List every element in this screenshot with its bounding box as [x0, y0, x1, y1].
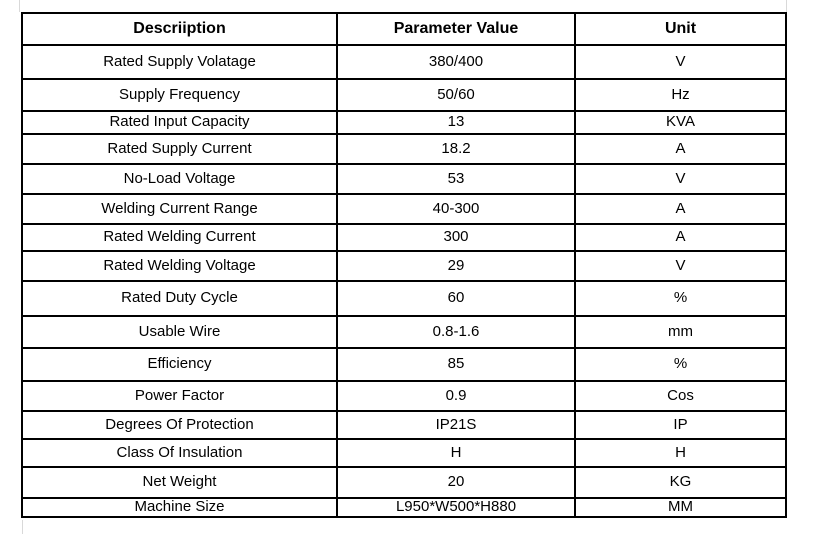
table-row [22, 467, 786, 498]
cell-description: Class Of Insulation [22, 439, 337, 467]
cell-description: Machine Size [22, 498, 337, 517]
cell-description: Rated Duty Cycle [22, 281, 337, 316]
col-header-unit: Unit [575, 13, 786, 45]
table-row [22, 194, 786, 224]
spec-table [21, 12, 787, 518]
table-row [22, 134, 786, 164]
table-row [22, 316, 786, 348]
cell-description: Welding Current Range [22, 194, 337, 224]
cell-description: No-Load Voltage [22, 164, 337, 194]
cell-unit: % [575, 281, 786, 316]
cell-unit: A [575, 194, 786, 224]
cell-value: 300 [337, 224, 575, 251]
cell-description: Supply Frequency [22, 79, 337, 111]
table-row [22, 348, 786, 381]
cell-value: H [337, 439, 575, 467]
table-row [22, 164, 786, 194]
table-row [22, 411, 786, 439]
cell-unit: Hz [575, 79, 786, 111]
table-row [22, 281, 786, 316]
cell-description: Rated Welding Voltage [22, 251, 337, 281]
cell-unit: A [575, 224, 786, 251]
cell-unit: V [575, 45, 786, 79]
cell-unit: KG [575, 467, 786, 498]
cell-value: 0.8-1.6 [337, 316, 575, 348]
cell-value: 20 [337, 467, 575, 498]
table-row [22, 381, 786, 411]
cell-description: Rated Supply Volatage [22, 45, 337, 79]
cell-description: Degrees Of Protection [22, 411, 337, 439]
table-row [22, 79, 786, 111]
table-row [22, 251, 786, 281]
cell-description: Usable Wire [22, 316, 337, 348]
cell-value: 40-300 [337, 194, 575, 224]
table-row [22, 224, 786, 251]
header-row [22, 13, 786, 45]
cell-value: 13 [337, 111, 575, 134]
cell-value: 53 [337, 164, 575, 194]
cell-value: 50/60 [337, 79, 575, 111]
col-header-parameter-value: Parameter Value [337, 13, 575, 45]
cell-unit: V [575, 251, 786, 281]
cell-unit: A [575, 134, 786, 164]
cell-unit: H [575, 439, 786, 467]
table-row [22, 498, 786, 517]
gridline-artifact-top-left [19, 0, 20, 12]
gridline-artifact-bottom-left [22, 520, 23, 534]
cell-value: IP21S [337, 411, 575, 439]
cell-description: Net Weight [22, 467, 337, 498]
cell-value: 85 [337, 348, 575, 381]
cell-unit: Cos [575, 381, 786, 411]
cell-unit: mm [575, 316, 786, 348]
cell-unit: V [575, 164, 786, 194]
table-row [22, 439, 786, 467]
table-row [22, 45, 786, 79]
cell-value: 0.9 [337, 381, 575, 411]
spec-table-header [22, 13, 786, 45]
cell-description: Rated Welding Current [22, 224, 337, 251]
cell-description: Power Factor [22, 381, 337, 411]
col-header-description: Descriiption [22, 13, 337, 45]
cell-value: 380/400 [337, 45, 575, 79]
cell-value: 60 [337, 281, 575, 316]
cell-unit: % [575, 348, 786, 381]
cell-value: 29 [337, 251, 575, 281]
cell-description: Rated Supply Current [22, 134, 337, 164]
spec-table-body [22, 45, 786, 517]
gridline-artifact-top-right [786, 0, 787, 12]
cell-description: Efficiency [22, 348, 337, 381]
cell-unit: IP [575, 411, 786, 439]
cell-value: L950*W500*H880 [337, 498, 575, 517]
table-row [22, 111, 786, 134]
cell-description: Rated Input Capacity [22, 111, 337, 134]
cell-unit: KVA [575, 111, 786, 134]
cell-value: 18.2 [337, 134, 575, 164]
cell-unit: MM [575, 498, 786, 517]
